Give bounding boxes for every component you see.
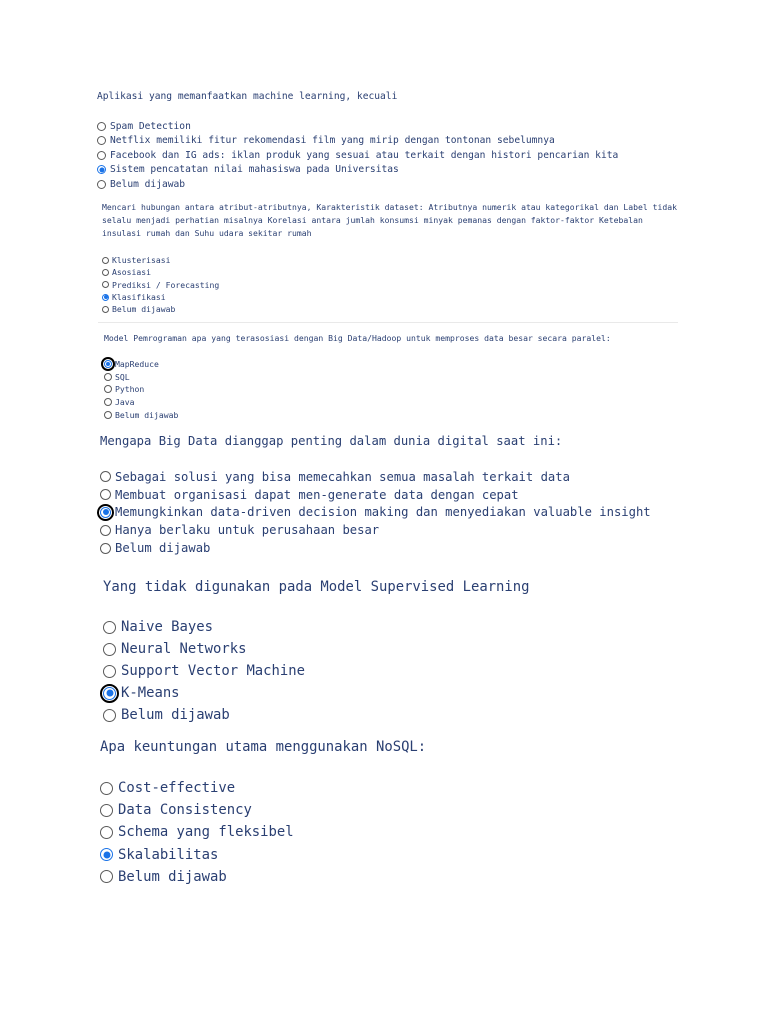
option[interactable]: [97, 119, 697, 134]
radio-button[interactable]: [103, 709, 116, 722]
option-label: Facebook dan IG ads: iklan produk yang sesuai atau terkait dengan histori pencarian kita: [110, 149, 619, 161]
option-list: [103, 616, 703, 726]
option[interactable]: [100, 844, 700, 866]
option[interactable]: [97, 163, 697, 178]
radio-button[interactable]: [103, 621, 116, 634]
option[interactable]: [102, 303, 682, 315]
option-label: Asosiasi: [112, 267, 151, 278]
option-label: Belum dijawab: [115, 409, 179, 420]
radio-button[interactable]: [97, 180, 106, 189]
option[interactable]: [102, 254, 682, 266]
option-label: Prediksi / Forecasting: [112, 279, 220, 290]
option[interactable]: [104, 408, 674, 421]
option-label: Memungkinkan data-driven decision making dan menyediakan valuable insight: [115, 505, 651, 520]
option-label: SQL: [115, 371, 130, 382]
question-text: Model Pemrograman apa yang terasosiasi dengan Big Data/Hadoop untuk memproses data besar secara paralel:: [104, 333, 611, 343]
option-label: MapReduce: [115, 359, 159, 370]
option-label: Neural Networks: [121, 641, 247, 657]
option-label: Belum dijawab: [121, 707, 230, 723]
question-6: [100, 739, 700, 888]
option-label: Netflix memiliki fitur rekomendasi film yang mirip dengan tontonan sebelumnya: [110, 135, 555, 147]
option[interactable]: [103, 704, 703, 726]
radio-button-selected[interactable]: [102, 294, 109, 301]
option-list: [104, 358, 674, 421]
option[interactable]: [100, 486, 700, 504]
radio-button-selected[interactable]: [103, 687, 116, 700]
option[interactable]: [103, 660, 703, 682]
radio-button[interactable]: [100, 804, 113, 817]
radio-button[interactable]: [100, 543, 111, 554]
option[interactable]: [103, 682, 703, 704]
question-text: Mengapa Big Data dianggap penting dalam dunia digital saat ini:: [100, 434, 563, 448]
radio-button[interactable]: [102, 257, 109, 264]
option-label: Belum dijawab: [115, 541, 211, 556]
option-label: Sistem pencatatan nilai mahasiswa pada Universitas: [110, 164, 399, 176]
option[interactable]: [103, 616, 703, 638]
option-label: Klusterisasi: [112, 255, 171, 266]
option-list: [97, 119, 697, 192]
option-label: Data Consistency: [118, 802, 252, 819]
option[interactable]: [100, 777, 700, 799]
section-divider: [98, 322, 678, 323]
question-4: [100, 434, 700, 557]
question-text: Apa keuntungan utama menggunakan NoSQL:: [100, 739, 427, 755]
option-label: Klasifikasi: [112, 292, 166, 303]
radio-button[interactable]: [103, 665, 116, 678]
option-list: [102, 254, 682, 315]
option-list: [100, 468, 700, 557]
option[interactable]: [102, 291, 682, 303]
option[interactable]: [102, 279, 682, 291]
radio-button[interactable]: [100, 826, 113, 839]
radio-button[interactable]: [100, 870, 113, 883]
option[interactable]: [104, 371, 674, 384]
option-label: Belum dijawab: [118, 868, 227, 885]
option[interactable]: [104, 383, 674, 396]
question-3: [104, 333, 674, 421]
radio-button[interactable]: [104, 398, 112, 406]
option[interactable]: [100, 504, 700, 522]
option[interactable]: [97, 134, 697, 149]
option[interactable]: [104, 396, 674, 409]
option[interactable]: [100, 821, 700, 843]
option-label: Sebagai solusi yang bisa memecahkan semua masalah terkait data: [115, 469, 570, 484]
option-label: Java: [115, 397, 135, 408]
option-label: Cost-effective: [118, 780, 236, 797]
option[interactable]: [102, 266, 682, 278]
radio-button[interactable]: [102, 306, 109, 313]
question-1: [97, 91, 697, 192]
option-label: Naive Bayes: [121, 619, 213, 635]
option-label: Belum dijawab: [110, 178, 186, 190]
option-label: K-Means: [121, 685, 180, 701]
option[interactable]: [103, 638, 703, 660]
question-2: [102, 201, 682, 315]
radio-button[interactable]: [100, 525, 111, 536]
radio-button[interactable]: [103, 643, 116, 656]
question-text: Yang tidak digunakan pada Model Supervised Learning: [103, 579, 530, 595]
option-list: [100, 777, 700, 888]
radio-button[interactable]: [97, 151, 106, 160]
radio-button[interactable]: [100, 782, 113, 795]
radio-button[interactable]: [104, 411, 112, 419]
option-label: Python: [115, 384, 145, 395]
option[interactable]: [104, 358, 674, 371]
radio-button-selected[interactable]: [100, 848, 113, 861]
radio-button[interactable]: [97, 136, 106, 145]
option-label: Schema yang fleksibel: [118, 824, 294, 841]
question-5: [103, 579, 703, 726]
radio-button[interactable]: [100, 471, 111, 482]
radio-button-selected[interactable]: [100, 507, 111, 518]
radio-button[interactable]: [102, 269, 109, 276]
option-label: Membuat organisasi dapat men-generate data dengan cepat: [115, 487, 519, 502]
option[interactable]: [100, 799, 700, 821]
option-label: Hanya berlaku untuk perusahaan besar: [115, 523, 380, 538]
option[interactable]: [97, 148, 697, 163]
option[interactable]: [100, 468, 700, 486]
radio-button[interactable]: [104, 373, 112, 381]
option[interactable]: [100, 521, 700, 539]
radio-button[interactable]: [104, 385, 112, 393]
option[interactable]: [100, 866, 700, 888]
option-label: Support Vector Machine: [121, 663, 305, 679]
radio-button[interactable]: [100, 489, 111, 500]
question-text: Mencari hubungan antara atribut-atributnya, Karakteristik dataset: Atributnya numerik atau kategorikal dan Label tidak selalu menjadi perhatian misalnya Korelasi antara jumlah konsumsi minyak pemanas dengan faktor-faktor Ketebalan insulasi rumah dan Suhu udara sekitar rumah: [102, 202, 682, 238]
radio-button-selected[interactable]: [97, 165, 106, 174]
option-label: Belum dijawab: [112, 304, 176, 315]
radio-button[interactable]: [97, 122, 106, 131]
radio-button[interactable]: [102, 281, 109, 288]
question-text: Aplikasi yang memanfaatkan machine learning, kecuali: [97, 91, 398, 102]
option-label: Skalabilitas: [118, 846, 219, 863]
option[interactable]: [97, 177, 697, 192]
option[interactable]: [100, 539, 700, 557]
option-label: Spam Detection: [110, 120, 191, 132]
radio-button-selected[interactable]: [104, 360, 112, 368]
